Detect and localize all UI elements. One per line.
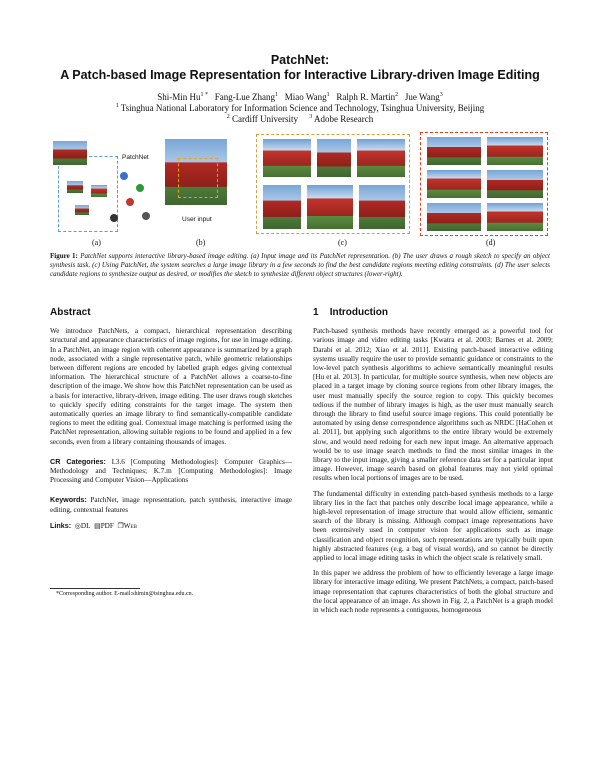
panel-a-patchnet-box [58,156,118,232]
sublabel-c: (c) [338,238,347,247]
abstract-section [50,308,292,537]
output-image [486,169,544,199]
search-result-image [358,184,406,230]
footnote-rule [50,588,140,589]
author-sup: 1 [275,92,279,98]
intro-paragraph: Patch-based synthesis methods have recently emerged as a powerful tool for various image and video editing tasks [Kwatra et al. 2003; Barnes et al. 2009; Darabi et al. 2012; Xiao et al. 2011]. Existing patch-based interactive editing systems usually require the user to provide semantic guidance or constraints to the low-level patch synthesis algorithms to achieve semantically meaningful results [Hu et al. 2013]. In particular, for multiple source synthesis, when new objects are placed in a target image by cloning source regions from other library images, the user must manually specify the source region to copy. This quickly becomes tedious if the number of library images is high, as the user must manually search through the library to find useful source image regions. This could potentially be automated by using dense correspondence algorithms such as NRDC [HaCohen et al. 2011], but applying such algorithms to the entire library would be extremely slow, and would need redoing for each new input image. An alternative approach would be to use image search methods to find the most similar images in the library to the input image, giving a smaller reference data set for a particular input image. However, image search based on global features may not yield optimal results when local portions of images are to be used. [313,327,553,483]
links-label: Links: [50,520,72,530]
patchnet-node [136,184,144,192]
keywords-label: Keywords: [50,495,87,505]
dl-icon: ◎ [74,521,81,530]
paper-title-line1: PatchNet: [270,53,330,67]
patchnet-node [110,214,118,222]
sublabel-b: (b) [196,238,206,247]
affil-sup: 3 [309,114,313,120]
user-input-label: User input [182,216,212,223]
intro-heading [313,308,553,317]
affil-text: Adobe Research [314,114,374,124]
figure-1 [50,132,550,248]
author-name: Jue Wang [404,92,440,102]
search-result-image [356,138,406,178]
output-image [486,202,544,232]
affil-text: Tsinghua National Laboratory for Information Science and Technology, Tsinghua University, Beijing [120,103,485,113]
output-image [426,169,482,199]
pdf-link[interactable]: PDF [100,521,114,530]
affiliation-1 [0,103,600,113]
introduction-section [313,308,553,621]
author-sup: 3 [439,92,443,98]
search-result-image [306,184,354,230]
abstract-paragraph: We introduce PatchNets, a compact, hierarchical representation describing structural and appearance characteristics of image regions, for use in image editing. In a PatchNet, an image region with coherent appearance is summarized by a graph node, associated with a single representative patch, while geometric relationships between different regions are encoded by labelled graph edges giving contextual information. The hierarchical structure of a PatchNet allows a coarse-to-fine description of the image. We show how this PatchNet representation can be used as a basis for interactive, library-driven, image editing. The user draws rough sketches to quickly specify editing constraints for the target image. The system then automatically queries an image library to find semantically-compatible candidate regions to meet the editing goal. Contextual image matching is performed using the PatchNet representation, allowing suitable regions to be found and applied in a few seconds, even from a library containing thousands of images. [50,327,292,446]
intro-heading-text: Introduction [329,307,389,318]
affil-text: Cardiff University [231,114,299,124]
author-list [0,92,600,102]
search-result-image [262,184,302,230]
author-name: Ralph R. Martin [336,92,396,102]
caption-label: Figure 1: [50,252,78,260]
patchnet-node [120,172,128,180]
affil-sup: 1 [115,103,119,109]
patchnet-node [142,212,150,220]
intro-paragraph: In this paper we address the problem of how to efficiently leverage a large image library for interactive image editing. We present PatchNets, a compact, patch-based image representation that captures characteristics of both the global structure and the local appearance of an image. As shown in Fig. 2, a PatchNet is a graph model in which each node represents a contiguous, homogeneous [313,569,553,615]
patchnet-patch [90,184,108,198]
author-name: Miao Wang [284,92,327,102]
caption-text: PatchNet supports interactive library-based image editing. (a) Input image and its PatchNet representation. (b) The user draws a rough sketch to specify an object synthesis task. (c) Using PatchNet, the system searches a large image library in a few seconds to find the best candidate regions meeting editing constraints. (d) The user selects candidate regions to synthesize output as desired, or modifies the sketch to synthesize different object structures (lower-right). [50,252,550,278]
intro-heading-number: 1 [313,307,319,318]
cr-label: CR Categories: [50,456,106,466]
web-link[interactable]: Web [123,521,137,530]
author-sup: 1 [326,92,330,98]
links-row [50,521,292,531]
output-image [426,136,482,166]
pdf-icon: ▤ [94,521,101,530]
footnote: *Corresponding author. E-mail:shimin@tsinghua.edu.cn. [56,591,194,597]
sketch-region [178,158,218,198]
author-sup: 2 [395,92,399,98]
output-image [426,202,482,232]
patchnet-node [126,198,134,206]
author-name: Fang-Lue Zhang [214,92,276,102]
panel-a-input-image [52,140,88,166]
output-image [486,136,544,166]
cr-text: I.3.6 [Computing Methodologies]: Computer Graphics—Methodology and Techniques; K.7.m [Computing Methodologies]: Image Processing and Computer Vision—Applications [50,457,293,485]
keywords-text: PatchNet, image representation, patch synthesis, interactive image editing, contextual features [50,496,293,514]
search-result-image [316,138,352,178]
sublabel-a: (a) [92,238,101,247]
keywords [50,495,292,514]
cr-categories [50,457,292,486]
figure-caption [50,252,550,279]
author-sup: 1 * [200,92,209,98]
sublabel-d: (d) [486,238,496,247]
web-icon: ❐ [117,521,124,530]
paper-title-line2: A Patch-based Image Representation for Interactive Library-driven Image Editing [60,68,540,82]
patchnet-patch [66,180,84,194]
dl-link[interactable]: DL [80,521,91,530]
patchnet-label: PatchNet [122,154,149,161]
patchnet-patch [74,204,90,216]
search-result-image [262,138,312,178]
abstract-heading: Abstract [50,307,91,318]
intro-paragraph: The fundamental difficulty in extending patch-based synthesis methods to a large library lies in the fact that patches only describe local image appearance, while a high-level representation of image structure that would allow efficient, semantic search of the library is missing. Although compact image representations have been extensively used in computer vision for applications such as image classification and object recognition, such representations are typically built upon highly abstracted features (e.g. a bag of visual words), and so cannot be directly applied to local image editing tasks in which the object scale is relatively small. [313,489,553,563]
author-name: Shi-Min Hu [157,92,201,102]
affil-sup: 2 [226,114,230,120]
affiliation-2-3 [0,114,600,124]
